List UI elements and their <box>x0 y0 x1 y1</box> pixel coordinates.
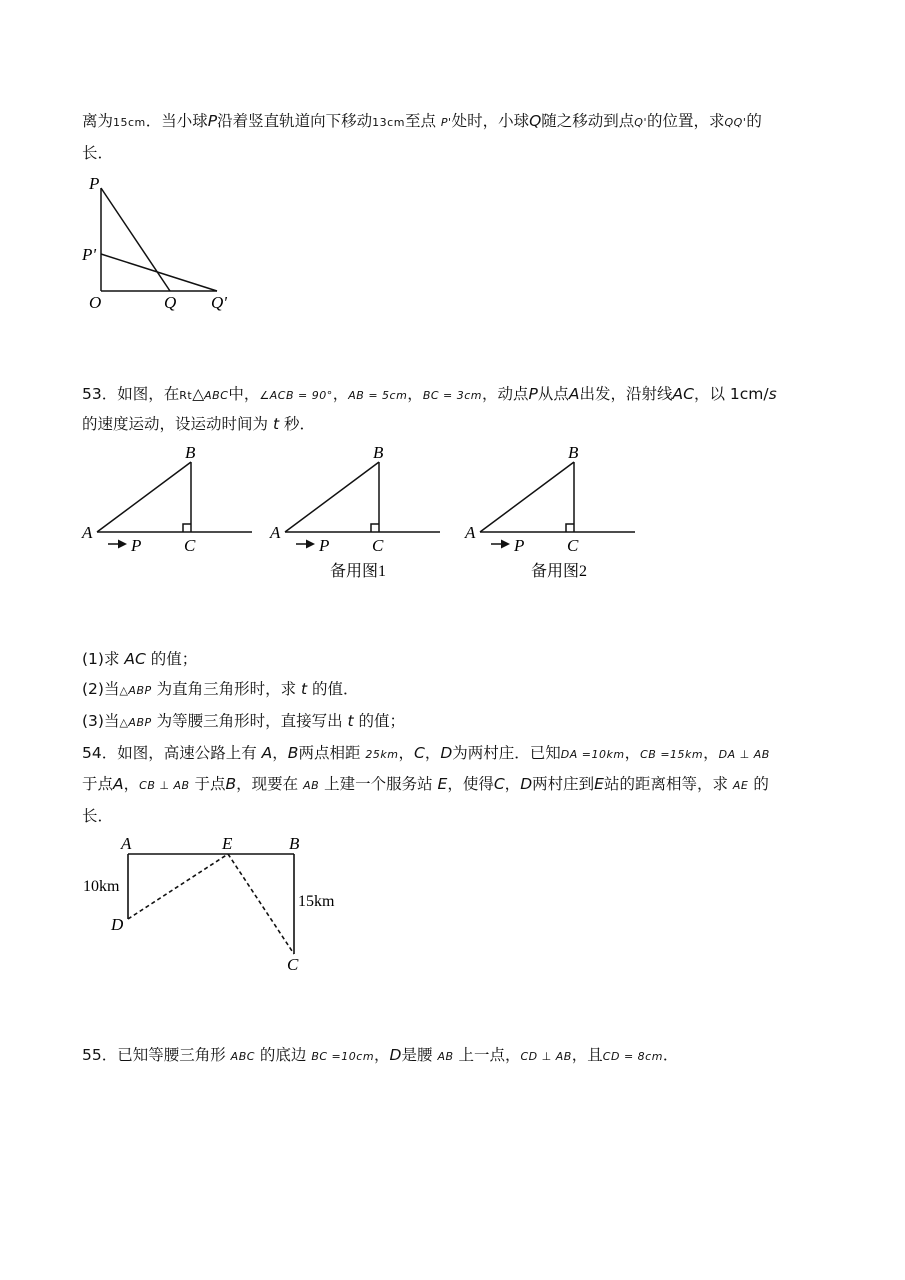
text: 的 <box>746 112 762 130</box>
label-B: B <box>289 834 300 853</box>
label-CB-length: 15km <box>298 893 335 910</box>
text: ．当小球 <box>145 112 208 130</box>
text: 的 <box>753 775 769 793</box>
text: 至点 <box>404 112 436 130</box>
math: E <box>437 775 448 793</box>
math: 25km <box>365 748 399 761</box>
text: 的值； <box>358 712 406 730</box>
math: D <box>440 744 453 762</box>
math: C <box>493 775 505 793</box>
label-B: B <box>568 443 579 462</box>
text: ， <box>624 744 641 762</box>
text: 是腰 <box>401 1046 433 1064</box>
text: ，现要在 <box>236 775 299 793</box>
text: 秒． <box>283 415 315 433</box>
text: 两村庄到 <box>532 775 595 793</box>
p54-line-2 <box>82 773 769 797</box>
text: ， <box>123 775 140 793</box>
math: Rt <box>179 389 193 402</box>
text: 上建一个服务站 <box>324 775 433 793</box>
math: D <box>520 775 533 793</box>
right-angle-mark <box>183 524 191 532</box>
label-B: B <box>185 443 196 462</box>
label-C: C <box>287 955 299 974</box>
label-C: C <box>372 536 384 555</box>
p53-line-1 <box>82 383 777 407</box>
label-P: P <box>89 174 100 193</box>
math: A <box>261 744 273 762</box>
p53-q3 <box>82 710 405 734</box>
figure-p53-backup-2 <box>458 440 648 585</box>
text: 站的距离相等，求 <box>603 775 728 793</box>
label-Q-prime: Q' <box>211 293 227 312</box>
text: 两点相距 <box>298 744 361 762</box>
math: CB =15km <box>640 748 704 761</box>
dashed-EC <box>228 854 294 954</box>
arrow-icon <box>118 540 127 549</box>
text: (1)求 <box>82 650 120 668</box>
text: 沿着竖直轨道向下移动 <box>217 112 373 130</box>
math: B <box>225 775 237 793</box>
text: ， <box>424 744 441 762</box>
math: D <box>389 1046 402 1064</box>
math: BC = 3cm <box>422 389 483 402</box>
label-P: P <box>319 536 330 555</box>
p53-q2 <box>82 678 359 702</box>
label-A: A <box>270 523 281 542</box>
label-A: A <box>465 523 476 542</box>
caption-backup-1: 备用图1 <box>330 563 387 580</box>
text: 中， <box>228 385 260 403</box>
label-D: D <box>111 915 124 934</box>
arrow-icon <box>501 540 510 549</box>
text: 54．如图，高速公路上有 <box>82 744 257 762</box>
math: E <box>594 775 604 793</box>
label-DA-length: 10km <box>83 878 120 895</box>
text: ，使得 <box>447 775 494 793</box>
math: △ABP <box>119 716 152 729</box>
math: A <box>568 385 580 403</box>
math: ABC <box>230 1050 255 1063</box>
math: t <box>347 712 354 730</box>
text: 的位置，求 <box>646 112 725 130</box>
p52-line-1 <box>82 110 762 134</box>
math: P <box>207 112 218 130</box>
segment-P1Q1 <box>101 254 217 291</box>
segment-AB <box>97 462 191 532</box>
text: 于点 <box>194 775 226 793</box>
math: CB ⊥ AB <box>139 779 190 792</box>
text: 随之移动到点 <box>541 112 635 130</box>
label-P-prime: P' <box>82 245 97 264</box>
segment-AB <box>480 462 574 532</box>
label-C: C <box>567 536 579 555</box>
dashed-DE <box>128 854 228 919</box>
label-P: P <box>514 536 525 555</box>
math: AB <box>437 1050 454 1063</box>
math: △ABP <box>119 684 152 697</box>
math: ∠ACB = 90° <box>259 389 333 402</box>
text: ． <box>662 1046 679 1064</box>
math: 13cm <box>372 116 405 129</box>
p53-line-2 <box>82 413 315 435</box>
text: 离为 <box>82 112 114 130</box>
caption-backup-2: 备用图2 <box>531 563 588 580</box>
math: 15cm <box>113 116 146 129</box>
text: ， <box>332 385 349 403</box>
math: t <box>272 415 280 433</box>
text: ， <box>407 385 423 403</box>
math: AB <box>303 779 320 792</box>
math: B <box>287 744 299 762</box>
p54-line-1 <box>82 742 770 766</box>
math: s <box>768 385 777 403</box>
math: DA =10km <box>560 748 625 761</box>
text: 长． <box>82 807 114 825</box>
math: P <box>528 385 538 403</box>
math: △ <box>192 385 205 403</box>
text: 长． <box>82 144 114 162</box>
text: 出发，沿射线 <box>579 385 673 403</box>
math: AC <box>124 650 146 668</box>
text: 55．已知等腰三角形 <box>82 1046 226 1064</box>
label-P: P <box>131 536 142 555</box>
text: ， <box>398 744 414 762</box>
figure-p53-main <box>75 440 265 560</box>
p53-q1 <box>82 648 197 670</box>
text: ， <box>504 775 521 793</box>
math: AB = 5cm <box>348 389 408 402</box>
text: 的速度运动，设运动时间为 <box>82 415 269 433</box>
figure-p53-backup-1 <box>263 440 453 585</box>
text: ，以 1cm/ <box>693 385 769 403</box>
p54-line-3 <box>82 805 113 827</box>
math: DA ⊥ AB <box>718 748 770 761</box>
p55-line-1 <box>82 1044 678 1068</box>
text: 为两村庄．已知 <box>452 744 561 762</box>
math: ABC <box>204 389 229 402</box>
text: 从点 <box>537 385 569 403</box>
text: 的底边 <box>259 1046 307 1064</box>
math: AC <box>672 385 694 403</box>
label-Q: Q <box>164 293 177 312</box>
label-A: A <box>82 523 93 542</box>
text: (2)当 <box>82 680 120 698</box>
segment-AB <box>285 462 379 532</box>
text: ， <box>272 744 288 762</box>
right-angle-mark <box>371 524 379 532</box>
label-C: C <box>184 536 196 555</box>
math: P' <box>440 116 452 129</box>
right-angle-mark <box>566 524 574 532</box>
label-E: E <box>222 834 233 853</box>
text: 于点 <box>82 775 114 793</box>
math: Q' <box>634 116 647 129</box>
segment-PQ <box>101 188 170 291</box>
text: 上一点， <box>458 1046 521 1064</box>
math: A <box>113 775 124 793</box>
figure-p52 <box>75 170 245 315</box>
arrow-icon <box>306 540 315 549</box>
text: 为直角三角形时，求 <box>156 680 297 698</box>
text: 的值． <box>312 680 359 698</box>
text: 处时，小球 <box>451 112 530 130</box>
math: QQ' <box>724 116 747 129</box>
figure-p54 <box>75 830 355 980</box>
math: C <box>414 744 425 762</box>
math: AE <box>732 779 749 792</box>
text: (3)当 <box>82 712 120 730</box>
label-A: A <box>121 834 132 853</box>
text: ， <box>374 1046 390 1064</box>
p52-line-2 <box>82 142 113 164</box>
math: BC =10cm <box>311 1050 375 1063</box>
text: 的值； <box>150 650 198 668</box>
text: ，且 <box>571 1046 603 1064</box>
math: CD = 8cm <box>602 1050 663 1063</box>
text: ， <box>703 744 719 762</box>
label-B: B <box>373 443 384 462</box>
text: 为等腰三角形时，直接写出 <box>156 712 343 730</box>
text: ，动点 <box>482 385 529 403</box>
math: t <box>301 680 308 698</box>
math: CD ⊥ AB <box>520 1050 572 1063</box>
math: Q <box>529 112 542 130</box>
label-O: O <box>89 293 102 312</box>
text: 53．如图，在 <box>82 385 180 403</box>
